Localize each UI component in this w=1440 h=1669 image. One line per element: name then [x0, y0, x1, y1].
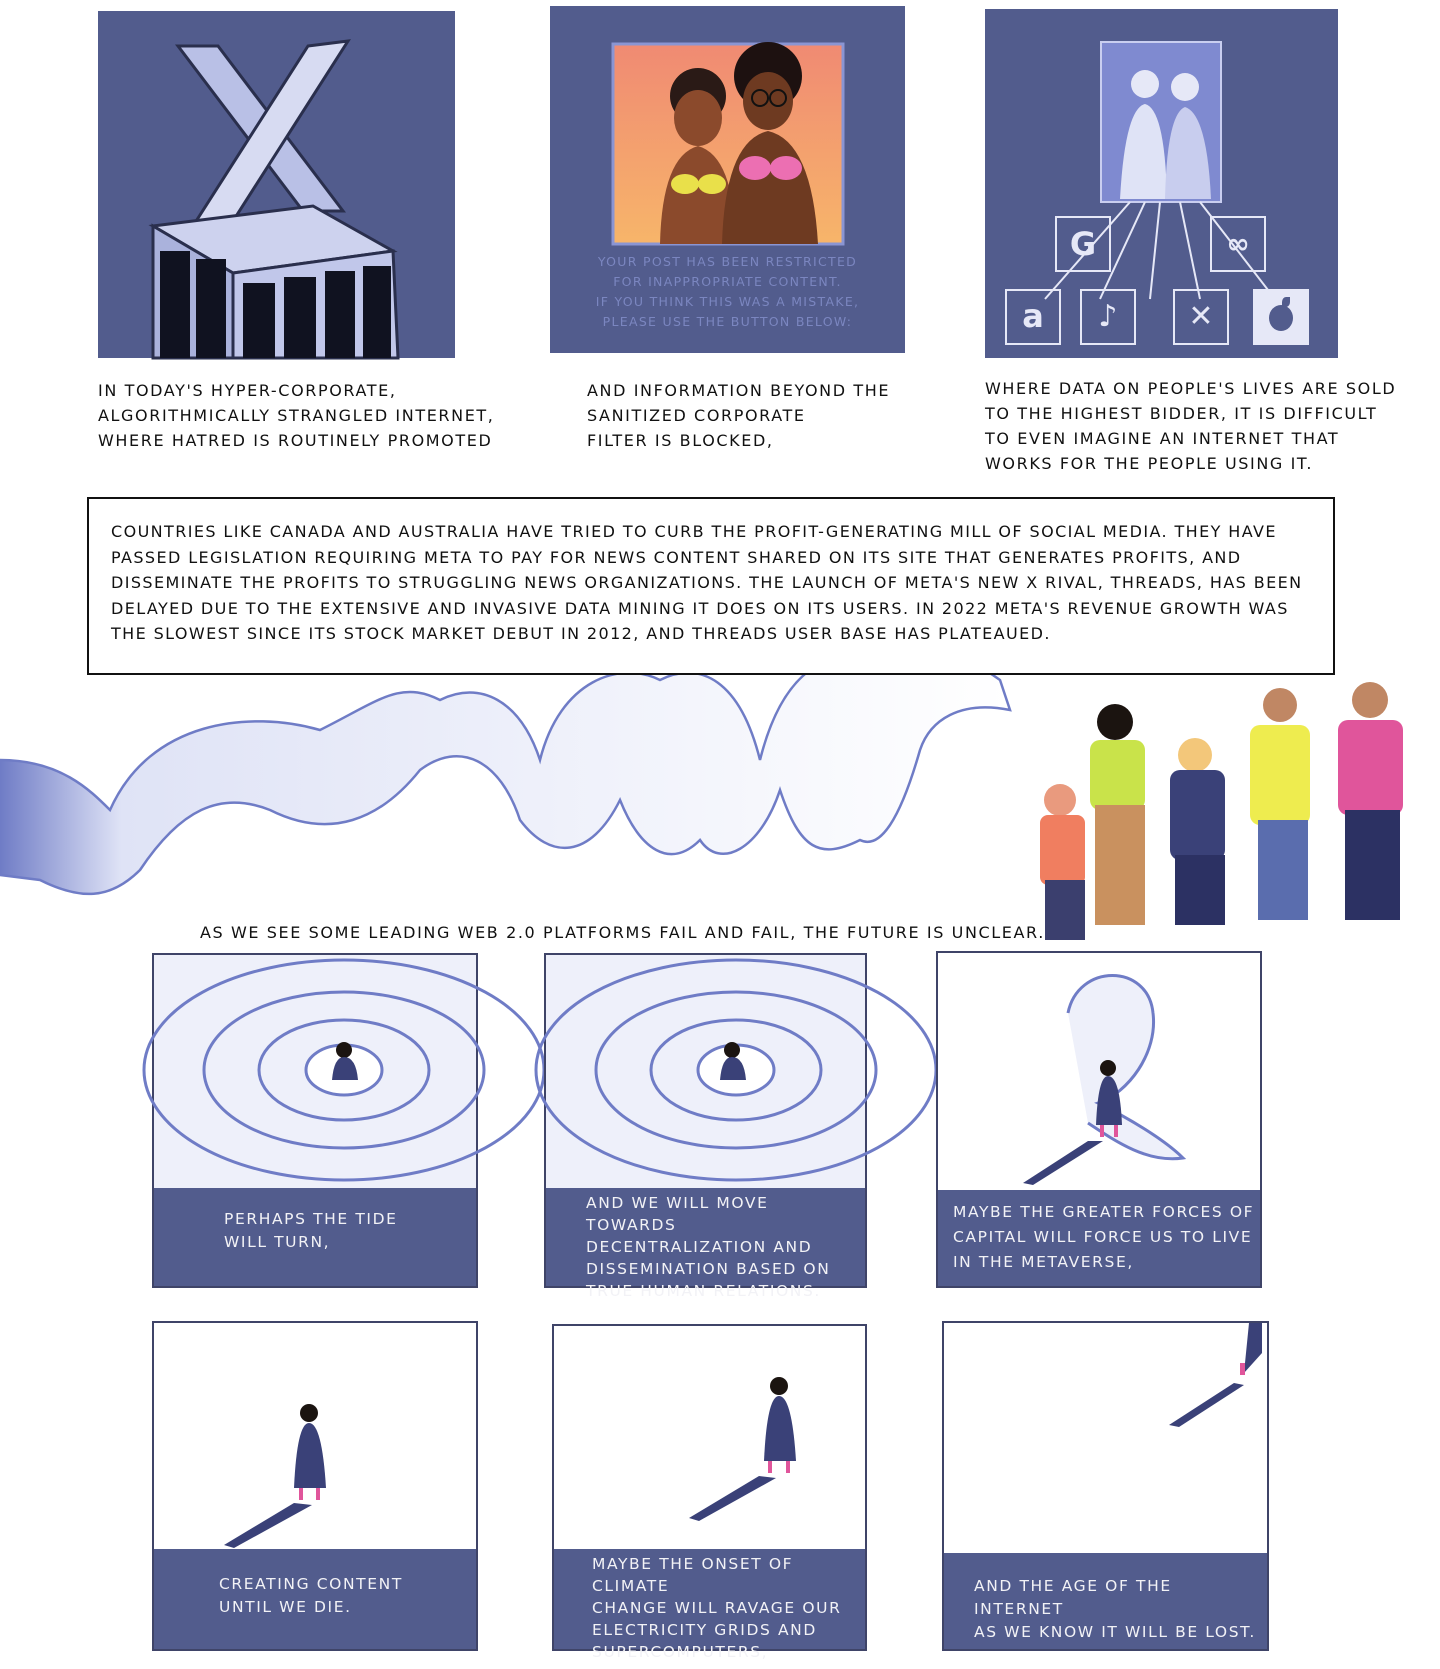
meta-icon: ∞ — [1210, 216, 1266, 272]
amazon-icon: a — [1005, 289, 1061, 345]
beach-photo-illustration — [550, 6, 905, 236]
panel-data-sold — [985, 9, 1338, 358]
walking-figure-illustration — [154, 1323, 476, 1553]
panel-restricted-post — [550, 6, 905, 353]
spiral-maze-illustration — [154, 955, 476, 1190]
middle-caption: AS WE SEE SOME LEADING WEB 2.0 PLATFORMS FAIL AND FAIL, THE FUTURE IS UNCLEAR. — [200, 923, 1045, 942]
x-icon: ✕ — [1173, 289, 1229, 345]
caption-panel-1: IN TODAY'S HYPER-CORPORATE, ALGORITHMICALLY STRANGLED INTERNET, WHERE HATRED IS ROUTINELY PROMOTED — [98, 381, 495, 450]
google-icon: G — [1055, 216, 1111, 272]
panel-x-building — [98, 11, 455, 358]
people-pulling-ribbon — [1040, 682, 1403, 940]
caption-creating-content: CREATING CONTENT UNTIL WE DIE. — [154, 1549, 476, 1649]
restriction-notice: YOUR POST HAS BEEN RESTRICTED FOR INAPPROPRIATE CONTENT. IF YOU THINK THIS WAS A MISTAKE, PLEASE USE THE BUTTON BELOW: — [595, 254, 860, 329]
caption-climate-change: MAYBE THE ONSET OF CLIMATE CHANGE WILL RAVAGE OUR ELECTRICITY GRIDS AND SUPERCOMPUTERS, — [554, 1549, 865, 1649]
walking-figure-illustration-2 — [554, 1326, 865, 1556]
panel-internet-lost — [942, 1321, 1269, 1651]
story-text: COUNTRIES LIKE CANADA AND AUSTRALIA HAVE TRIED TO CURB THE PROFIT-GENERATING MILL OF SOCIAL MEDIA. THEY HAVE PASSED LEGISLATION REQUIRING META TO PAY FOR NEWS CONTENT SHARED ON ITS SITE THAT GENERATES PROFITS, AND DISSEMINATE THE PROFITS TO STRUGGLING NEWS ORGANIZATIONS. THE LAUNCH OF META'S NEW X RIVAL, THREADS, HAS BEEN DELAYED DUE TO THE EXTENSIVE AND INVASIVE DATA MINING IT DOES ON ITS USERS. IN 2022 META'S REVENUE GROWTH WAS THE SLOWEST SINCE ITS STOCK MARKET DEBUT IN 2012, AND THREADS USER BASE HAS PLATEAUED. — [111, 522, 1303, 643]
panel-metaverse — [936, 951, 1262, 1288]
tiktok-icon: ♪ — [1080, 289, 1136, 345]
caption-metaverse: MAYBE THE GREATER FORCES OF CAPITAL WILL FORCE US TO LIVE IN THE METAVERSE, — [938, 1190, 1260, 1286]
caption-panel-2: AND INFORMATION BEYOND THE SANITIZED CORPORATE FILTER IS BLOCKED, — [587, 381, 891, 450]
story-box — [87, 497, 1335, 675]
x-building-illustration — [98, 11, 455, 358]
caption-panel-3: WHERE DATA ON PEOPLE'S LIVES ARE SOLD TO THE HIGHEST BIDDER, IT IS DIFFICULT TO EVEN IMAGINE AN INTERNET THAT WORKS FOR THE PEOPLE USING IT. — [985, 379, 1397, 473]
apple-icon — [1253, 289, 1309, 345]
panel-decentralization — [544, 953, 867, 1300]
spiral-maze-illustration-2 — [546, 955, 865, 1190]
departing-figure-illustration — [944, 1323, 1267, 1553]
panel-creating-content — [152, 1321, 478, 1651]
scroll-ribbon-illustration — [0, 640, 1440, 950]
metaverse-ribbon-illustration — [938, 953, 1260, 1193]
caption-tide-turn: PERHAPS THE TIDE WILL TURN, — [154, 1188, 476, 1286]
x-sign-letter: X — [98, 11, 99, 12]
caption-decentralization: AND WE WILL MOVE TOWARDS DECENTRALIZATION AND DISSEMINATION BASED ON TRUE HUMAN RELATIONS. — [546, 1188, 865, 1286]
panel-climate-change — [552, 1324, 867, 1661]
caption-internet-lost: AND THE AGE OF THE INTERNET AS WE KNOW IT WILL BE LOST. — [944, 1553, 1267, 1649]
panel-tide-turn — [152, 953, 478, 1288]
